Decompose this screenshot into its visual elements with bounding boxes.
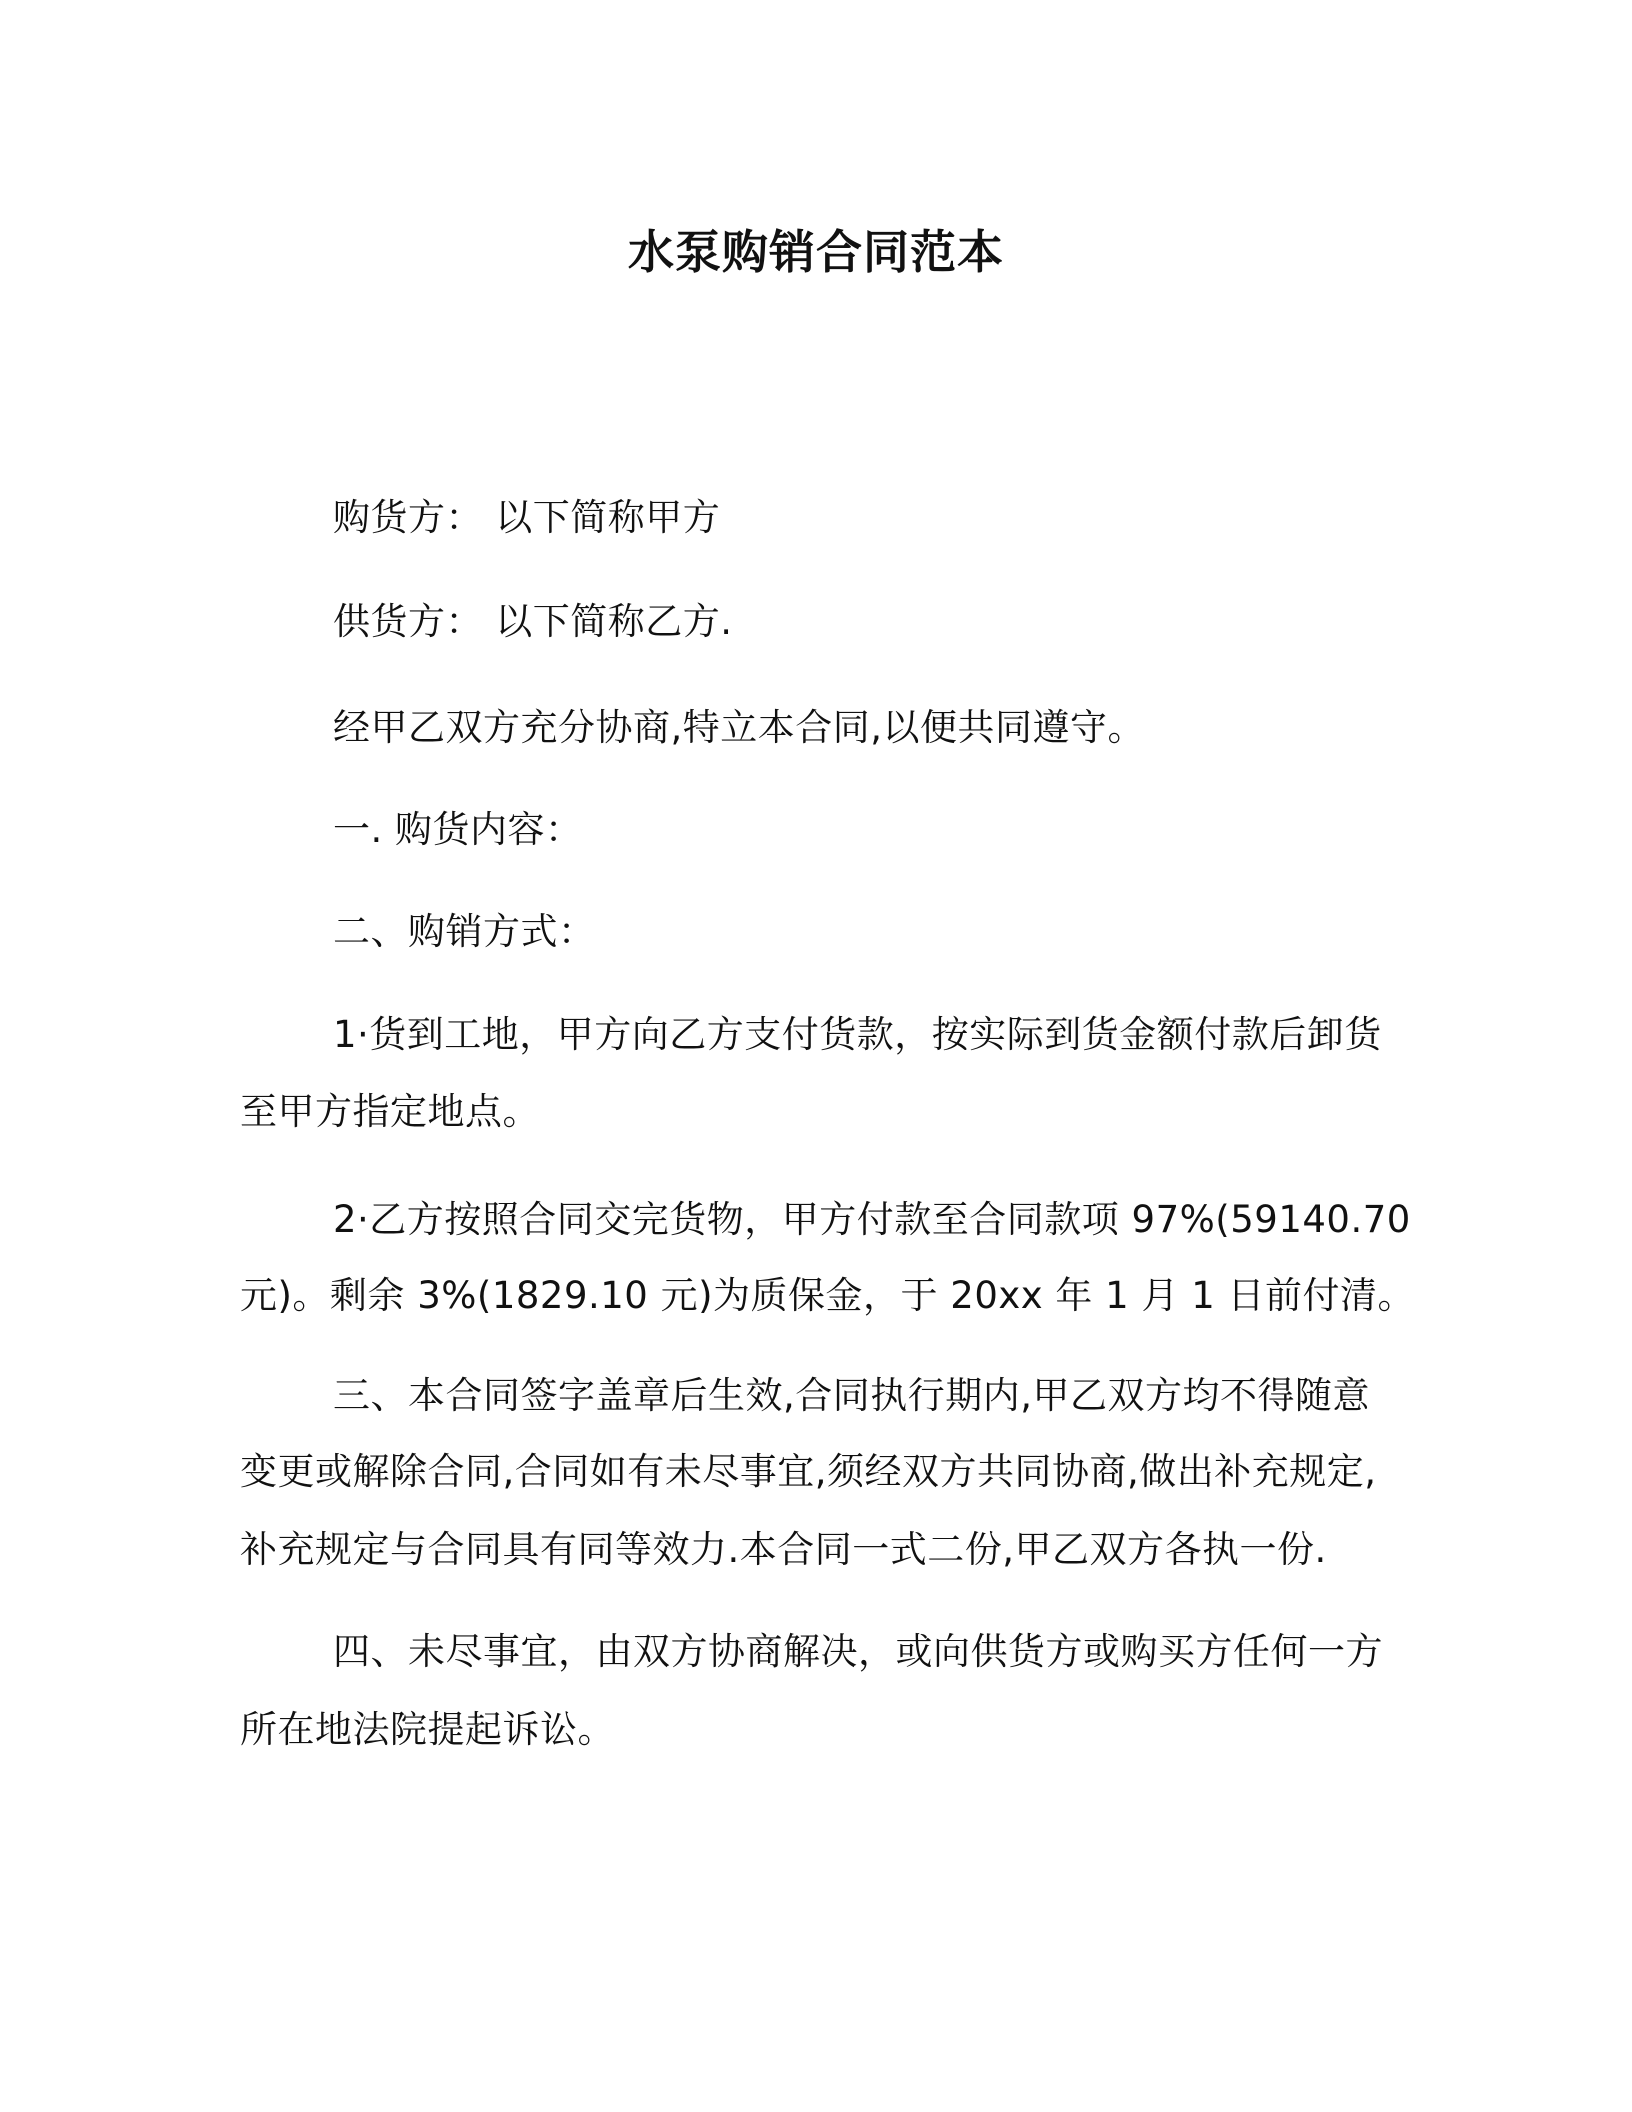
section-4-line-2: 所在地法院提起诉讼。 [240,1708,615,1751]
section-3-line-1: 三、本合同签字盖章后生效,合同执行期内,甲乙双方均不得随意 [333,1374,1371,1417]
buyer-line: 购货方： 以下简称甲方 [333,496,721,539]
item-1-line-2: 至甲方指定地点。 [240,1090,540,1133]
item-2-line-1: 2·乙方按照合同交完货物，甲方付款至合同款项 97%(59140.70 [333,1198,1411,1241]
section-3-line-3: 补充规定与合同具有同等效力.本合同一式二份,甲乙双方各执一份. [240,1528,1327,1571]
item-1-line-1: 1·货到工地，甲方向乙方支付货款，按实际到货金额付款后卸货 [333,1013,1382,1056]
item-2-line-2: 元)。剩余 3%(1829.10 元)为质保金，于 20xx 年 1 月 1 日前付清。 [240,1274,1416,1317]
section-1-heading: 一. 购货内容： [333,808,583,851]
section-2-heading: 二、购销方式： [333,910,596,953]
section-4-line-1: 四、未尽事宜，由双方协商解决，或向供货方或购买方任何一方 [333,1630,1383,1673]
seller-line: 供货方： 以下简称乙方. [333,600,733,643]
intro-paragraph: 经甲乙双方充分协商,特立本合同,以便共同遵守。 [333,706,1146,749]
document-title: 水泵购销合同范本 [628,225,1004,279]
section-3-line-2: 变更或解除合同,合同如有未尽事宜,须经双方共同协商,做出补充规定, [240,1450,1377,1493]
